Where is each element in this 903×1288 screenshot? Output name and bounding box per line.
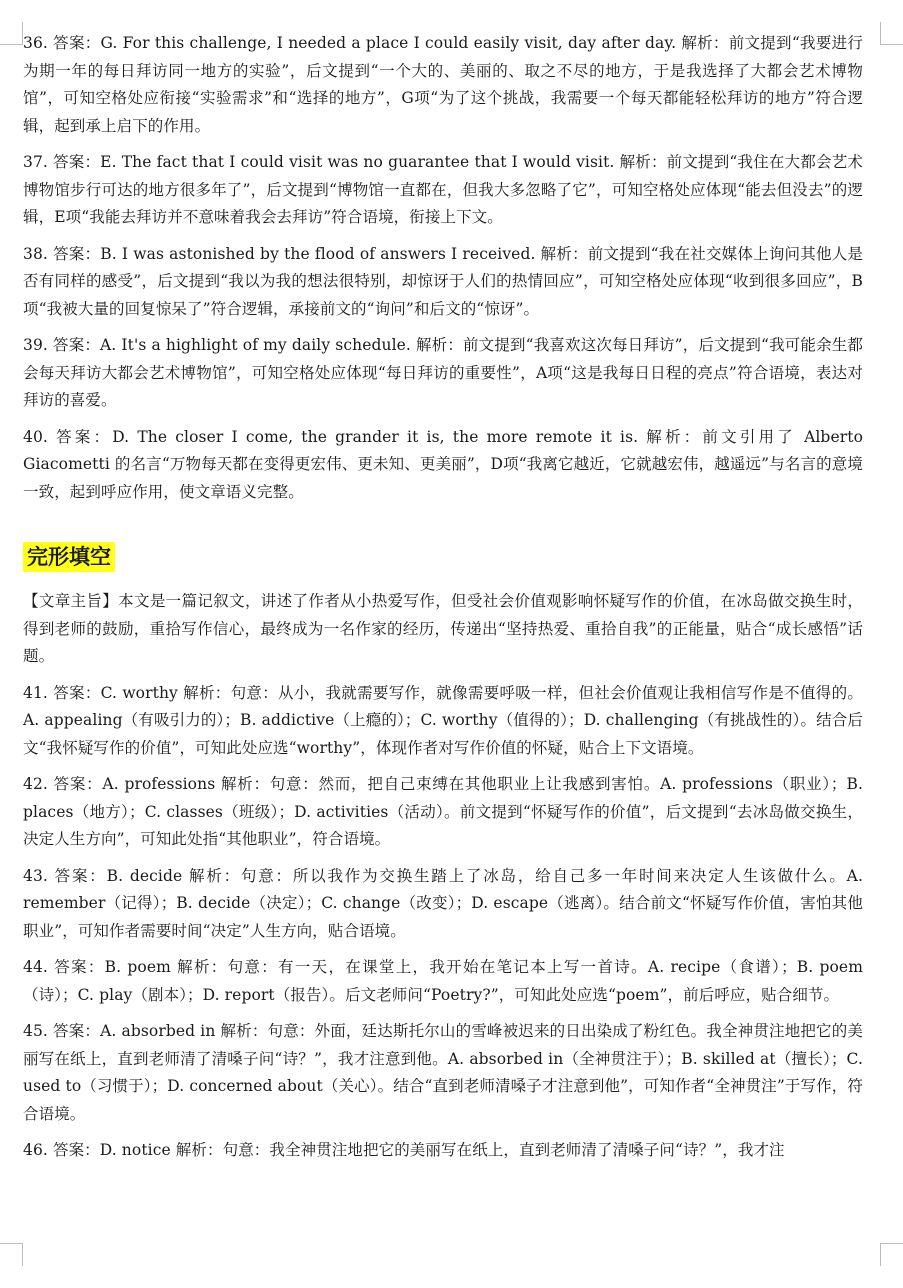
page-corner-mark — [0, 22, 23, 45]
section-header — [23, 542, 863, 572]
answer-item-37: 37. 答案：E. The fact that I could visit was no guarantee that I would visit. 解析：前文提到“我住在大都会艺术博物馆步行可达的地方很多年了”，后文提到“博物馆一直都在，但我大多忽略了它”，可知空格处应体现“能去但没去”的逻辑，E项“我能去拜访并不意味着我会去拜访”符合语境，衔接上下文。 — [23, 153, 863, 226]
article-summary: 【文章主旨】本文是一篇记叙文，讲述了作者从小热爱写作，但受社会价值观影响怀疑写作的价值，在冰岛做交换生时，得到老师的鼓励，重拾写作信心，最终成为一名作家的经历，传递出“坚持热爱、重拾自我”的正能量，贴合“成长感悟”话题。 — [23, 592, 863, 665]
page-corner-mark — [0, 1243, 23, 1266]
answer-item-43: 43. 答案：B. decide 解析：句意：所以我作为交换生踏上了冰岛，给自己多一年时间来决定人生该做什么。A. remember（记得）；B. decide（决定）；C. change（改变）；D. escape（逃离）。结合前文“怀疑写作价值，害怕其他职业”，可知作者需要时间“决定”人生方向，贴合语境。 — [23, 866, 863, 940]
answer-item-38: 38. 答案：B. I was astonished by the flood of answers I received. 解析：前文提到“我在社交媒体上询问其他人是否有同样的感受”，后文提到“我以为我的想法很特别，却惊讶于人们的热情回应”，可知空格处应体现“收到很多回应”，B项“我被大量的回复惊呆了”符合逻辑，承接前文的“询问”和后文的“惊讶”。 — [23, 244, 863, 318]
answer-item-39: 39. 答案：A. It's a highlight of my daily schedule. 解析：前文提到“我喜欢这次每日拜访”，后文提到“我可能余生都会每天拜访大都会艺术博物馆”，可知空格处应体现“每日拜访的重要性”，A项“这是我每日日程的亮点”符合语境，表达对拜访的喜爱。 — [23, 336, 863, 409]
page-corner-mark — [880, 1243, 903, 1266]
answer-item-46: 46. 答案：D. notice 解析：句意：我全神贯注地把它的美丽写在纸上，直到老师清了清嗓子问“诗？”，我才注 — [23, 1141, 785, 1159]
answer-item-40: 40. 答案：D. The closer I come, the grander it is, the more remote it is. 解析：前文引用了 Alberto Giacometti 的名言“万物每天都在变得更宏伟、更未知、更美丽”，D项“我离它越近，它就越宏伟，越遥远”与名言的意境一致，起到呼应作用，使文章语义完整。 — [23, 427, 863, 501]
answer-item-44: 44. 答案：B. poem 解析：句意：有一天，在课堂上，我开始在笔记本上写一首诗。A. recipe（食谱）；B. poem（诗）；C. play（剧本）；D. report（报告）。后文老师问“Poetry?”，可知此处应选“poem”，前后呼应，贴合细节。 — [23, 958, 863, 1004]
answer-item-42: 42. 答案：A. professions 解析：句意：然而，把自己束缚在其他职业上让我感到害怕。A. professions（职业）；B. places（地方）；C. classes（班级）；D. activities（活动）。前文提到“怀疑写作的价值”，后文提到“去冰岛做交换生，决定人生方向”，可知此处指“其他职业”，符合语境。 — [23, 775, 863, 848]
answer-item-36: 36. 答案：G. For this challenge, I needed a place I could easily visit, day after day. 解析：前文提到“我要进行为期一年的每日拜访同一地方的实验”，后文提到“一个大的、美丽的、取之不尽的地方，于是我选择了大都会艺术博物馆”，可知空格处应衔接“实验需求”和“选择的地方”，G项“为了这个挑战，我需要一个每天都能轻松拜访的地方”符合逻辑，起到承上启下的作用。 — [23, 34, 863, 135]
answer-item-41: 41. 答案：C. worthy 解析：句意：从小，我就需要写作，就像需要呼吸一样，但社会价值观让我相信写作是不值得的。A. appealing（有吸引力的）；B. addictive（上瘾的）；C. worthy（值得的）；D. challenging（有挑战性的）。结合后文“我怀疑写作的价值”，可知此处应选“worthy”，体现作者对写作价值的怀疑，贴合上下文语境。 — [23, 683, 863, 757]
section-title: 完形填空 — [23, 542, 115, 572]
page-corner-mark — [880, 22, 903, 45]
answer-item-45: 45. 答案：A. absorbed in 解析：句意：外面，廷达斯托尔山的雪峰被迟来的日出染成了粉红色。我全神贯注地把它的美丽写在纸上，直到老师清了清嗓子问“诗？”，我才注意到他。A. absorbed in（全神贯注于）；B. skilled at（擅长）；C. used to（习惯于）；D. concerned about（关心）。结合“直到老师清嗓子才注意到他”，可知作者“全神贯注”于写作，符合语境。 — [23, 1022, 863, 1123]
document-body — [23, 30, 863, 1174]
